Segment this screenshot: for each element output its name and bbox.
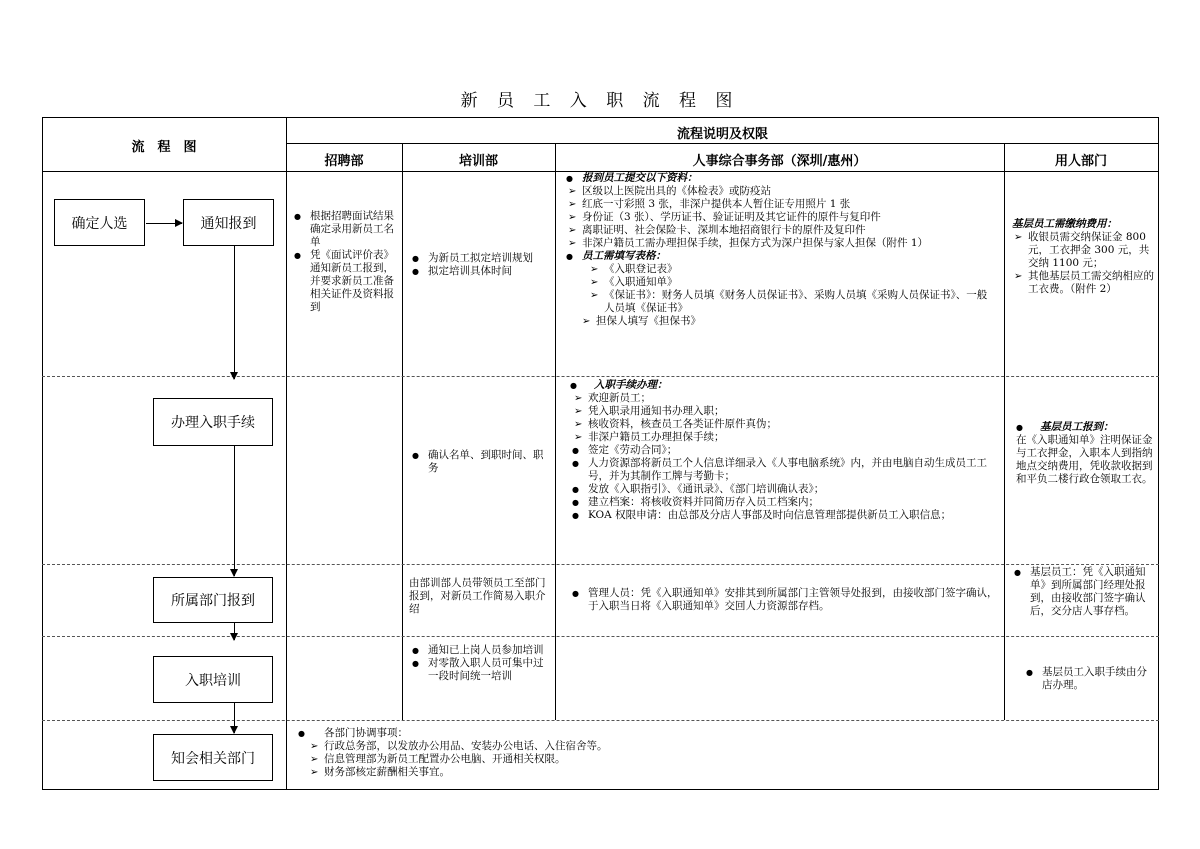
list-item: ➢ 担保人填写《担保书》 [596, 315, 1000, 328]
row2-dept: ● 基层员工报到： 在《入职通知单》注明保证金与工衣押金，入职本人到指纳地点交纳费用，凭收款收据到和平负二楼行政仓领取工衣。 [1016, 421, 1153, 485]
list-item: ➢ 欢迎新员工； [588, 392, 1000, 405]
list-item: ● 基层员工：凭《入职通知单》到所属部门经理处报到，由接收部门签字确认后，交分店人事存档。 [1030, 566, 1154, 618]
list-item: ● 对零散入职人员可集中过一段时间统一培训 [428, 657, 550, 683]
list-item: ➢ 核收资料，核查员工各类证件原件真伪； [588, 418, 1000, 431]
row3-dept [1030, 566, 1154, 618]
list-item: ● 基层员工入职手续由分店办理。 [1042, 666, 1154, 692]
list-item: ● 为新员工拟定培训规划 [428, 252, 550, 265]
list-item: ➢ 身份证（3 张）、学历证书、验证证明及其它证件的原件与复印件 [582, 211, 1000, 224]
arrow-onboard-down [234, 446, 235, 576]
flow-box-inform: 知会相关部门 [153, 734, 273, 781]
training-report-text: 由部训部人员带领员工至部门报到，对新员工作简易入职介绍 [409, 577, 546, 615]
arrow-confirm-to-notify [146, 223, 182, 224]
list-item: ➢ 凭入职录用通知书办理入职； [588, 405, 1000, 418]
flow-box-onboard: 办理入职手续 [153, 398, 273, 446]
dept-report-heading: 基层员工报到： [1040, 421, 1114, 433]
list-item: ➢ 《入职登记表》 [604, 263, 1000, 276]
row4-training [428, 644, 550, 683]
list-item: ➢ 信息管理部为新员工配置办公电脑、开通相关权限。 [324, 753, 1144, 766]
hr-docs-heading: 报到员工提交以下资料： [582, 172, 698, 184]
list-item: ● 确认名单、到职时间、职务 [428, 449, 550, 475]
list-item: ➢ 《保证书》：财务人员填《财务人员保证书》、采购人员填《采购人员保证书》、一般人员填《保证书》 [604, 289, 996, 315]
dept-fee-heading: 基层员工需缴纳费用： [1012, 218, 1117, 230]
header-training: 培训部 [458, 154, 498, 169]
list-item: ● 根据招聘面试结果确定录用新员工名单 [310, 210, 395, 249]
list-item: ● 通知已上岗人员参加培训 [428, 644, 550, 657]
list-item: ● 拟定培训具体时间 [428, 265, 550, 278]
flow-box-report: 所属部门报到 [153, 577, 273, 623]
row2-training [428, 449, 550, 475]
row1-recruit [310, 210, 395, 314]
list-item: ➢ 非深户籍员工办理担保手续； [588, 431, 1000, 444]
row2-hr: ● 入职手续办理： ➢ 欢迎新员工； ➢ 凭入职录用通知书办理入职； ➢ 核收资料，核查员工各类证件原件真伪； ➢ 非深户籍员工办理担保手续； ● 签定《劳动合同》； ● 人力资源部将新员工个人信息详细录入《人事电脑系统》内，并由电脑自动生成员工工号，并为其制作工牌与考勤卡； ● 发放《入职指引》、《通讯录》、《部门培训确认表》； ● 建立档案：将核收资料并同简历存入员工档案内； ● KOA 权限申请：由总部及分店人事部及时向信息管理部提供新员工入职信息； [588, 379, 1000, 522]
list-item: ➢ 其他基层员工需交纳相应的工衣费。（附件 2） [1028, 270, 1154, 296]
list-item: ● 管理人员：凭《入职通知单》安排其到所属部门主管领导处报到，由接收部门签字确认，于入职当日将《入职通知单》交回人力资源部存档。 [588, 587, 1000, 613]
list-item: ➢ 行政总务部，以发放办公用品、安装办公电话、入住宿舍等。 [324, 740, 1144, 753]
list-item: ➢ 收银员需交纳保证金 800 元，工衣押金 300 元，共交纳 1100 元； [1028, 231, 1154, 270]
row1-training [428, 252, 550, 278]
header-recruit: 招聘部 [324, 154, 364, 169]
hr-onboard-heading: 入职手续办理： [594, 379, 668, 391]
list-item: ● 人力资源部将新员工个人信息详细录入《人事电脑系统》内，并由电脑自动生成员工工号，并为其制作工牌与考勤卡； [588, 457, 1000, 483]
list-item: ➢ 非深户籍员工需办理担保手续，担保方式为深户担保与家人担保（附件 1） [582, 237, 1000, 250]
list-item: ● 建立档案：将核收资料并同简历存入员工档案内； [588, 496, 1000, 509]
hr-forms-heading: 员工需填写表格： [582, 250, 666, 262]
list-item: ➢ 离职证明、社会保险卡、深圳本地招商银行卡的原件及复印件 [582, 224, 1000, 237]
arrow-report-down [234, 623, 235, 640]
flow-box-notify: 通知报到 [183, 199, 274, 246]
header-hr: 人事综合事务部（深圳/惠州） [692, 154, 867, 169]
list-item: ● KOA 权限申请：由总部及分店人事部及时向信息管理部提供新员工入职信息； [588, 509, 1000, 522]
coordination-heading: 各部门协调事项： [324, 727, 408, 739]
row3-training [409, 577, 551, 616]
row1-hr: ● 报到员工提交以下资料： ➢ 区级以上医院出具的《体检表》或防疫站 ➢ 红底一寸彩照 3 张，非深户提供本人暂住证专用照片 1 张 ➢ 身份证（3 张）、学历证书、验证证明及其它证件的原件与复印件 ➢ 离职证明、社会保险卡、深圳本地招商银行卡的原件及复印件 ➢ 非深户籍员工需办理担保手续，担保方式为深户担保与家人担保（附件 1） ● 员工需填写表格： ➢ 《入职登记表》 ➢ 《入职通知单》 ➢ 《保证书》：财务人员填《财务人员保证书》、采购人员填《采购人员保证书》、一般人员填《保证书》 ➢ 担保人填写《担保书》 [582, 172, 1000, 328]
row3-hr [588, 587, 1000, 613]
flow-box-train: 入职培训 [153, 656, 273, 703]
header-dept: 用人部门 [1054, 154, 1107, 169]
flow-box-confirm: 确定人选 [54, 199, 145, 246]
list-item: ➢ 《入职通知单》 [604, 276, 1000, 289]
page-title: 新 员 工 入 职 流 程 图 [460, 91, 740, 111]
list-item: ➢ 区级以上医院出具的《体检表》或防疫站 [582, 185, 1000, 198]
list-item: ● 发放《入职指引》、《通讯录》、《部门培训确认表》； [588, 483, 1000, 496]
header-flow: 流 程 图 [131, 140, 197, 155]
arrow-train-down [234, 703, 235, 733]
row1-dept [1012, 218, 1154, 296]
arrow-notify-down [234, 246, 235, 379]
list-item: ➢ 财务部核定薪酬相关事宜。 [324, 766, 1144, 779]
list-item: ➢ 红底一寸彩照 3 张，非深户提供本人暂住证专用照片 1 张 [582, 198, 1000, 211]
row4-dept [1042, 666, 1154, 692]
header-desc: 流程说明及权限 [676, 127, 768, 142]
list-item: ● 凭《面试评价表》通知新员工报到，并要求新员工准备相关证件及资料报到 [310, 249, 395, 314]
list-item: ● 签定《劳动合同》； [588, 444, 1000, 457]
dept-report-text: 在《入职通知单》注明保证金与工衣押金，入职本人到指纳地点交纳费用，凭收款收据到和平负二楼行政仓领取工衣。 [1016, 434, 1153, 485]
row5-coordination: ● 各部门协调事项： ➢ 行政总务部，以发放办公用品、安装办公电话、入住宿舍等。 ➢ 信息管理部为新员工配置办公电脑、开通相关权限。 ➢ 财务部核定薪酬相关事宜。 [324, 727, 1144, 779]
